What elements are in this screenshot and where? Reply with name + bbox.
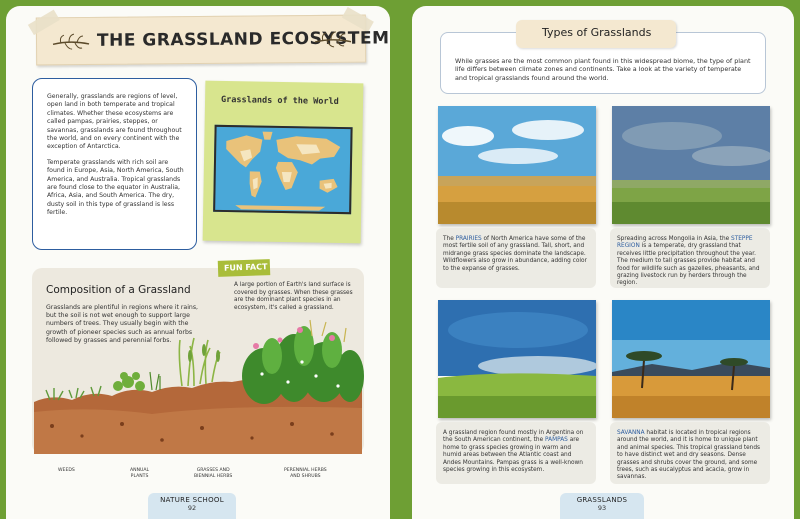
map-title: Grasslands of the World <box>220 94 339 107</box>
page-number: 93 <box>597 504 607 512</box>
footer-section-name: GRASSLANDS <box>576 496 628 504</box>
succession-illustration <box>32 316 364 460</box>
steppe-caption: Spreading across Mongolia in Asia, the STEPPE REGION is a temperate, dry grassland that receives little precipitation throughout the year. The medium to tall grasses provide habitat and food for wildlife such as gazelles, pheasants, and grazing livestock run by herders through the region. <box>610 228 770 288</box>
types-header <box>516 20 676 48</box>
composition-title: Composition of a Grassland <box>46 284 191 296</box>
sprig-icon <box>313 28 353 52</box>
world-map-illustration <box>215 127 350 212</box>
intro-box <box>32 78 197 250</box>
right-page <box>412 6 794 519</box>
stage-label-grasses: GRASSES AND BIENNIAL HERBS <box>194 468 233 479</box>
footer-tab <box>560 493 644 519</box>
steppe-painting <box>612 106 770 224</box>
pampas-caption: A grassland region found mostly in Argentina on the South American continent, the PAMPAS are home to grass species growing in warm and humid areas between the Atlantic coast and Andes Mountains. Pampas grass is a well-known species growing in this ecosystem. <box>436 422 596 484</box>
stage-label-weeds: WEEDS <box>58 468 75 473</box>
pampas-painting <box>438 300 596 418</box>
intro-paragraph: Temperate grasslands with rich soil are found in Europe, Asia, North America, South America, and Australia. Tropical grasslands are found close to the equator in Australia, Africa, Asia, and South America. The dry, dusty soil in this type of grassland is less fertile. <box>47 158 184 217</box>
fun-fact-label: FUN FACT <box>218 259 271 277</box>
sprig-icon <box>51 30 91 54</box>
fun-fact-text: A large portion of Earth's land surface is covered by grasses. When these grasses are the dominant plant species in an ecosystem, it's called a grassland. <box>234 282 353 311</box>
prairie-caption: The PRAIRIES of North America have some of the most fertile soil of any grassland. Tall, short, and midrange grass species dominate the landscape. Wildflowers also grow in abundance, adding color to the expanse of grasses. <box>436 228 596 288</box>
footer-tab <box>148 493 236 519</box>
composition-text: Grasslands are plentiful in regions where it rains, but the soil is not wet enough to support large numbers of trees. They usually begin with the growth of pioneer species such as annual forbs followed by grasses and perennial forbs. <box>46 304 199 344</box>
savanna-caption: SAVANNA habitat is located in tropical regions around the world, and it is home to unique plant and animal species. This tropical grassland tends to have distinct wet and dry seasons. Dense grasses and shrubs cover the ground, and some trees, such as eucalyptus and acacia, grow in savannas. <box>610 422 770 484</box>
stage-label-perennial: PERENNIAL HERBS AND SHRUBS <box>284 468 327 479</box>
world-map-card <box>203 81 364 244</box>
stage-label-annual-plants: ANNUAL PLANTS <box>130 468 150 479</box>
world-map <box>213 125 352 214</box>
page-title: THE GRASSLAND ECOSYSTEM <box>96 28 390 51</box>
types-intro-text: While grasses are the most common plant found in this widespread biome, the type of plant life differs between climate zones and continents. Take a look at the variety of temperate and tropical grasslands found around the world. <box>455 57 751 82</box>
intro-paragraph: Generally, grasslands are regions of level, open land in both temperate and tropical climates. Whether these ecosystems are called pampas, prairies, steppes, or savannas, grasslands are found throughout the world, and on every continent with the exception of Antarctica. <box>47 93 182 151</box>
prairie-painting <box>438 106 596 224</box>
title-banner <box>36 15 390 66</box>
page-number: 92 <box>187 504 197 512</box>
left-page <box>6 6 390 519</box>
footer-section-name: NATURE SCHOOL <box>160 496 224 504</box>
types-title: Types of Grasslands <box>542 26 652 39</box>
savanna-painting <box>612 300 770 418</box>
